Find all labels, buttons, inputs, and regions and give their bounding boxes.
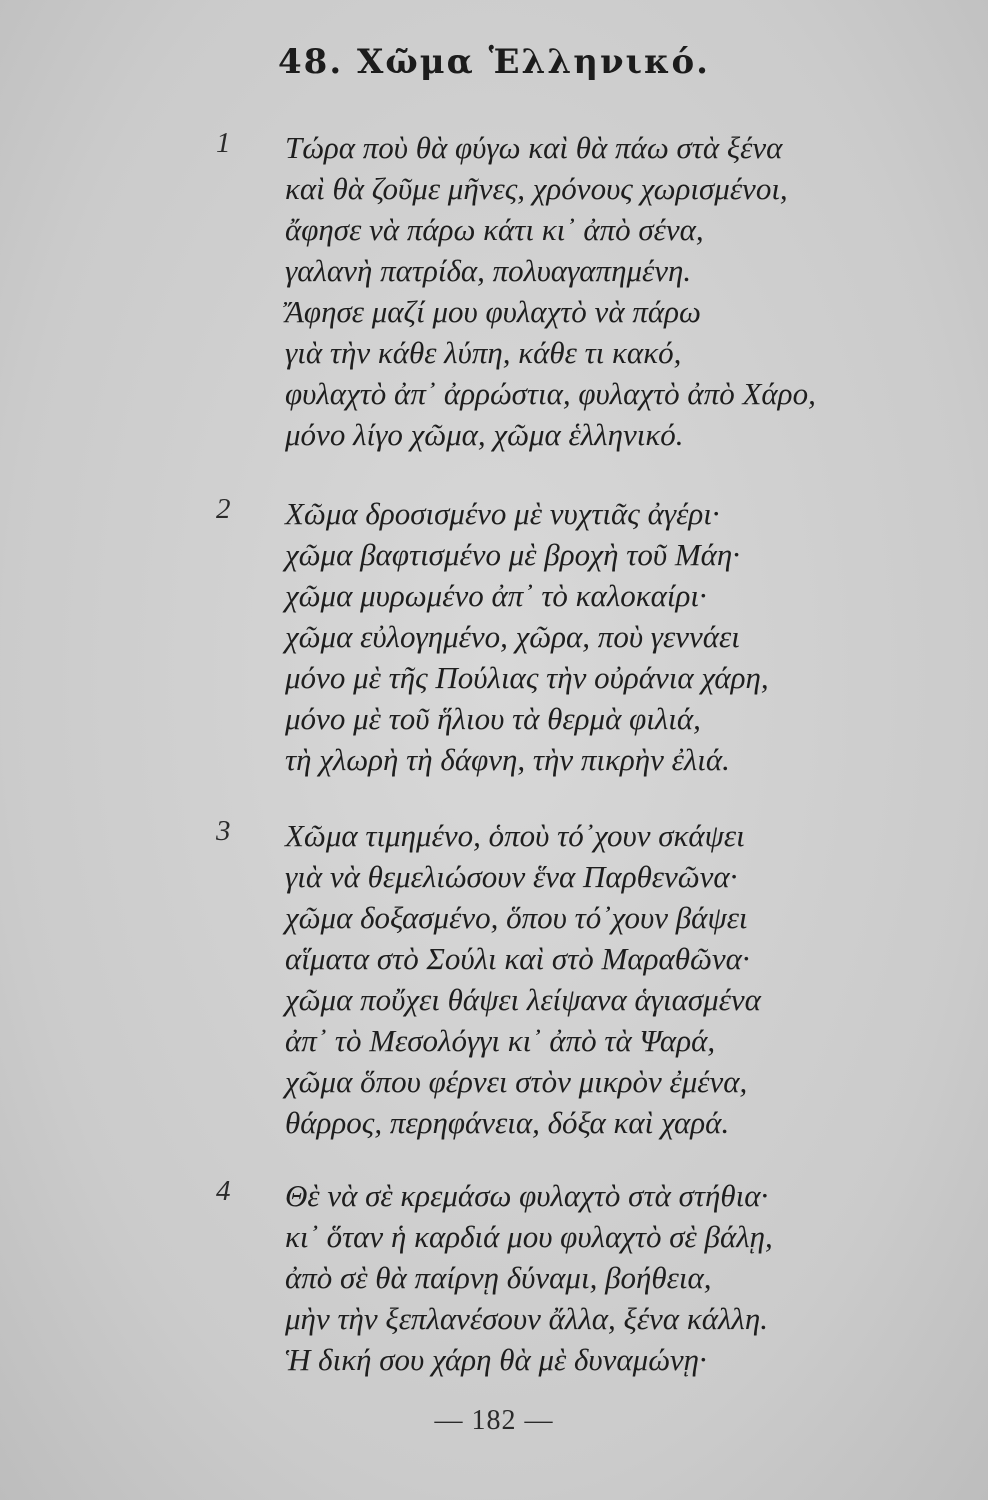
verse-line: αἵματα στὸ Σούλι καὶ στὸ Μαραθῶνα· bbox=[285, 941, 750, 976]
verse-line: ἀπὸ σὲ θὰ παίρνῃ δύναμι, βοήθεια, bbox=[285, 1260, 712, 1295]
stanza-lines bbox=[285, 1175, 925, 1380]
stanza-number: 1 bbox=[216, 127, 231, 159]
verse-line: χῶμα βαφτισμένο μὲ βροχὴ τοῦ Μάη· bbox=[285, 537, 741, 572]
verse-line: γαλανὴ πατρίδα, πολυαγαπημένη. bbox=[285, 253, 692, 288]
verse-line: χῶμα δοξασμένο, ὅπου τό᾿χουν βάψει bbox=[285, 900, 748, 935]
verse-line: μόνο μὲ τοῦ ἥλιου τὰ θερμὰ φιλιά, bbox=[285, 701, 701, 736]
verse-line: μὴν τὴν ξεπλανέσουν ἄλλα, ξένα κάλλη. bbox=[285, 1301, 768, 1336]
verse-line: χῶμα ποὔχει θάψει λείψανα ἁγιασμένα bbox=[285, 982, 761, 1017]
verse-line: μόνο λίγο χῶμα, χῶμα ἑλληνικό. bbox=[285, 417, 684, 452]
verse-line: καὶ θὰ ζοῦμε μῆνες, χρόνους χωρισμένοι, bbox=[285, 171, 788, 206]
verse-line: γιὰ τὴν κάθε λύπη, κάθε τι κακό, bbox=[285, 335, 682, 370]
verse-line: ἄφησε νὰ πάρω κάτι κι᾿ ἀπὸ σένα, bbox=[285, 212, 704, 247]
verse-line: χῶμα μυρωμένο ἀπ᾿ τὸ καλοκαίρι· bbox=[285, 578, 707, 613]
stanza-number: 3 bbox=[216, 815, 231, 847]
verse-line: φυλαχτὸ ἀπ᾿ ἀρρώστια, φυλαχτὸ ἀπὸ Χάρο, bbox=[285, 376, 816, 411]
stanza-number: 4 bbox=[216, 1175, 231, 1207]
verse-line: ἀπ᾿ τὸ Μεσολόγγι κι᾿ ἀπὸ τὰ Ψαρά, bbox=[285, 1023, 716, 1058]
poem-title: 48. Χῶμα Ἑλληνικό. bbox=[278, 42, 710, 82]
verse-line: μόνο μὲ τῆς Πούλιας τὴν οὐράνια χάρη, bbox=[285, 660, 769, 695]
verse-line: κι᾿ ὅταν ἡ καρδιά μου φυλαχτὸ σὲ βάλῃ, bbox=[285, 1219, 773, 1254]
verse-line: Ἄφησε μαζί μου φυλαχτὸ νὰ πάρω bbox=[285, 294, 701, 329]
verse-line: Χῶμα τιμημένο, ὁποὺ τό᾿χουν σκάψει bbox=[285, 818, 745, 853]
verse-line: γιὰ νὰ θεμελιώσουν ἕνα Παρθενῶνα· bbox=[285, 859, 738, 894]
verse-line: χῶμα εὐλογημένο, χῶρα, ποὺ γεννάει bbox=[285, 619, 740, 654]
verse-line: Χῶμα δροσισμένο μὲ νυχτιᾶς ἀγέρι· bbox=[285, 496, 720, 531]
stanza-lines bbox=[285, 493, 925, 780]
verse-line: Ἡ δική σου χάρη θὰ μὲ δυναμώνῃ· bbox=[285, 1342, 707, 1377]
stanza-number: 2 bbox=[216, 493, 231, 525]
verse-line: τὴ χλωρὴ τὴ δάφνη, τὴν πικρὴν ἐλιά. bbox=[285, 742, 730, 777]
verse-line: θάρρος, περηφάνεια, δόξα καὶ χαρά. bbox=[285, 1105, 730, 1140]
page-number: — 182 — bbox=[434, 1405, 554, 1436]
verse-line: χῶμα ὅπου φέρνει στὸν μικρὸν ἐμένα, bbox=[285, 1064, 748, 1099]
stanza-lines bbox=[285, 127, 925, 455]
stanza-lines bbox=[285, 815, 925, 1143]
verse-line: Τώρα ποὺ θὰ φύγω καὶ θὰ πάω στὰ ξένα bbox=[285, 130, 783, 165]
verse-line: Θὲ νὰ σὲ κρεμάσω φυλαχτὸ στὰ στήθια· bbox=[285, 1178, 769, 1213]
